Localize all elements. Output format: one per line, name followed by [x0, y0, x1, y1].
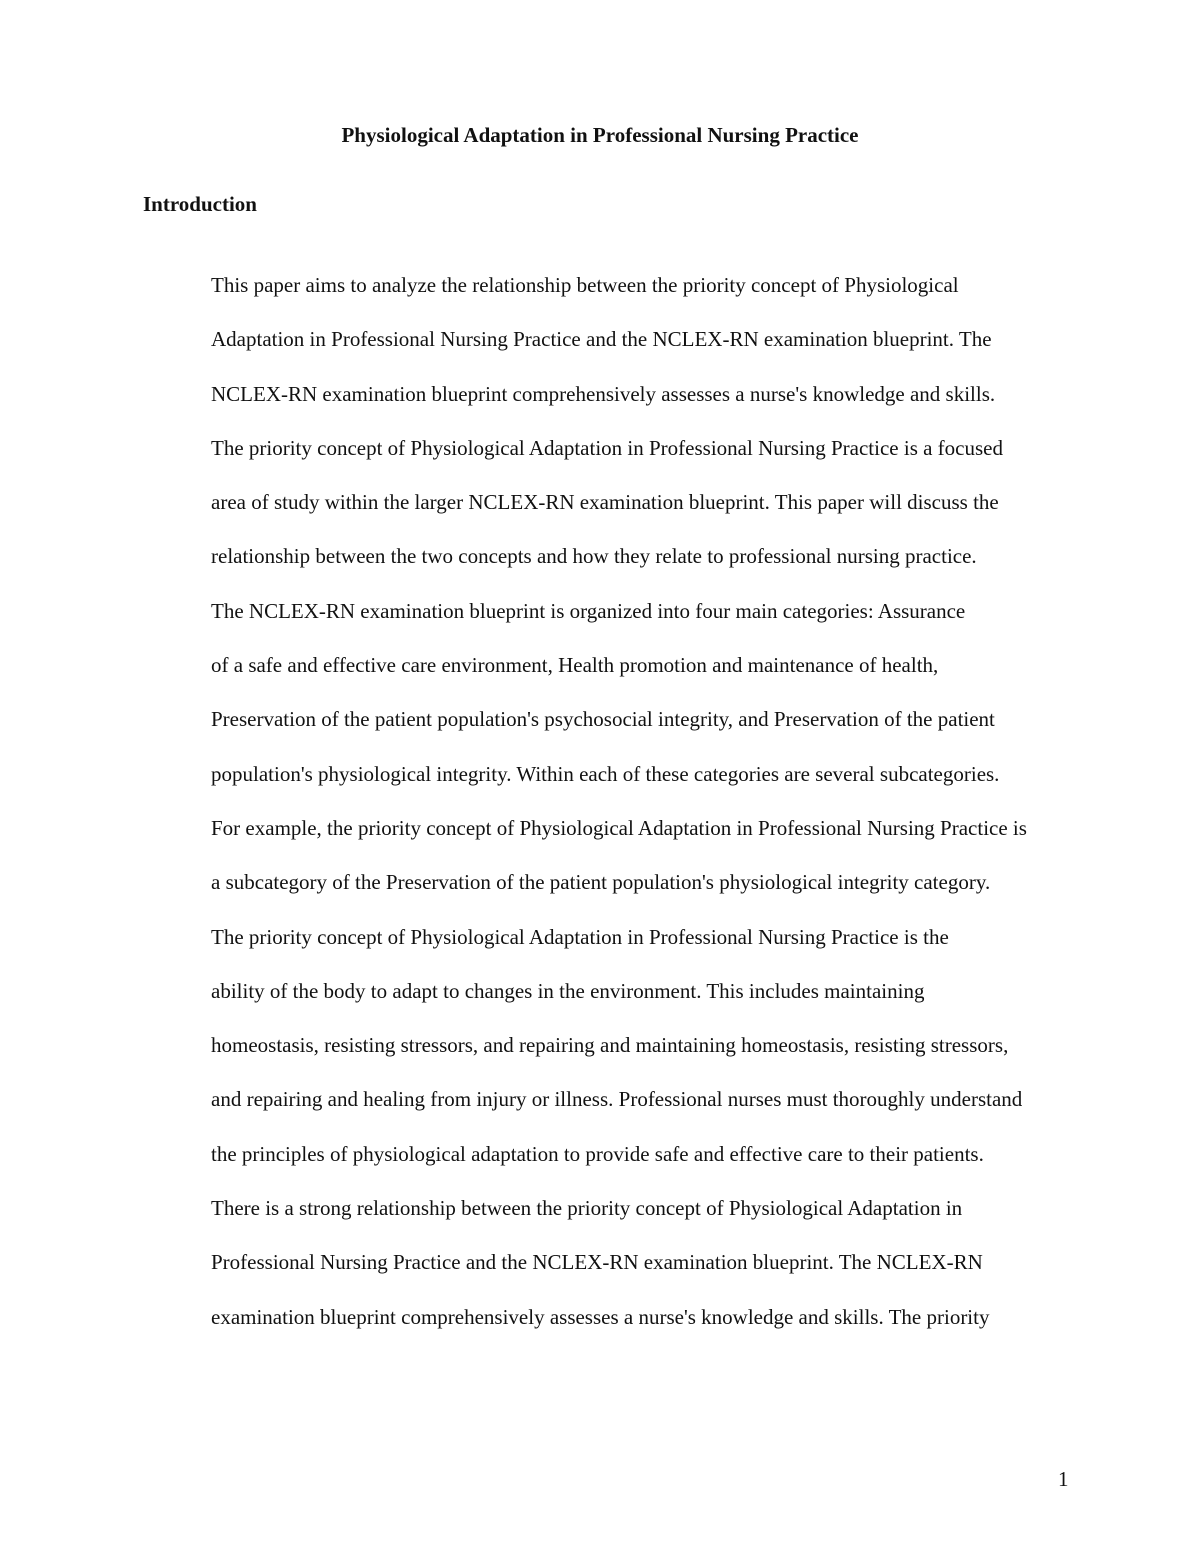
- paragraph-line: Professional Nursing Practice and the NCLEX-RN examination blueprint. The NCLEX-RN: [211, 1250, 983, 1275]
- paragraph-line: area of study within the larger NCLEX-RN examination blueprint. This paper will discuss the: [211, 490, 999, 515]
- paragraph-line: The priority concept of Physiological Adaptation in Professional Nursing Practice is a focused: [211, 435, 1003, 460]
- paragraph-line: the principles of physiological adaptation to provide safe and effective care to their patients.: [211, 1141, 984, 1166]
- paragraph-line: homeostasis, resisting stressors, and repairing and maintaining homeostasis, resisting stressors,: [211, 1033, 1009, 1058]
- paragraph-line: of a safe and effective care environment, Health promotion and maintenance of health,: [211, 653, 939, 678]
- paragraph-line: The priority concept of Physiological Adaptation in Professional Nursing Practice is the: [211, 924, 949, 949]
- paragraph-line: relationship between the two concepts and how they relate to professional nursing practice.: [211, 544, 977, 569]
- paragraph-2: [143, 584, 1063, 910]
- paragraph-line: For example, the priority concept of Physiological Adaptation in Professional Nursing Practice is: [211, 815, 1027, 840]
- paragraph-line: and repairing and healing from injury or illness. Professional nurses must thoroughly understand: [211, 1087, 1023, 1112]
- paragraph-line: Preservation of the patient population's psychosocial integrity, and Preservation of the patient: [211, 707, 995, 732]
- body-text: [143, 258, 1063, 1344]
- paragraph-line: This paper aims to analyze the relationship between the priority concept of Physiological: [211, 273, 959, 297]
- paragraph-line: a subcategory of the Preservation of the patient population's physiological integrity category.: [211, 870, 991, 895]
- page-number: 1: [1058, 1467, 1069, 1491]
- section-heading-introduction: Introduction: [143, 192, 257, 216]
- paragraph-line: ability of the body to adapt to changes in the environment. This includes maintaining: [211, 978, 925, 1003]
- paragraph-line: examination blueprint comprehensively assesses a nurse's knowledge and skills. The priority: [211, 1304, 990, 1329]
- paragraph-line: Adaptation in Professional Nursing Practice and the NCLEX-RN examination blueprint. The: [211, 327, 992, 352]
- paragraph-4: [143, 1181, 1063, 1344]
- paragraph-1: [143, 258, 1063, 584]
- paragraph-line: There is a strong relationship between the priority concept of Physiological Adaptation in: [211, 1196, 963, 1221]
- paragraph-3: [143, 910, 1063, 1181]
- paragraph-line: population's physiological integrity. Within each of these categories are several subcategories.: [211, 761, 1000, 786]
- page-title: Physiological Adaptation in Professional Nursing Practice: [341, 123, 859, 147]
- paragraph-line: NCLEX-RN examination blueprint comprehensively assesses a nurse's knowledge and skills.: [211, 381, 996, 406]
- paragraph-line: The NCLEX-RN examination blueprint is organized into four main categories: Assurance: [211, 598, 966, 623]
